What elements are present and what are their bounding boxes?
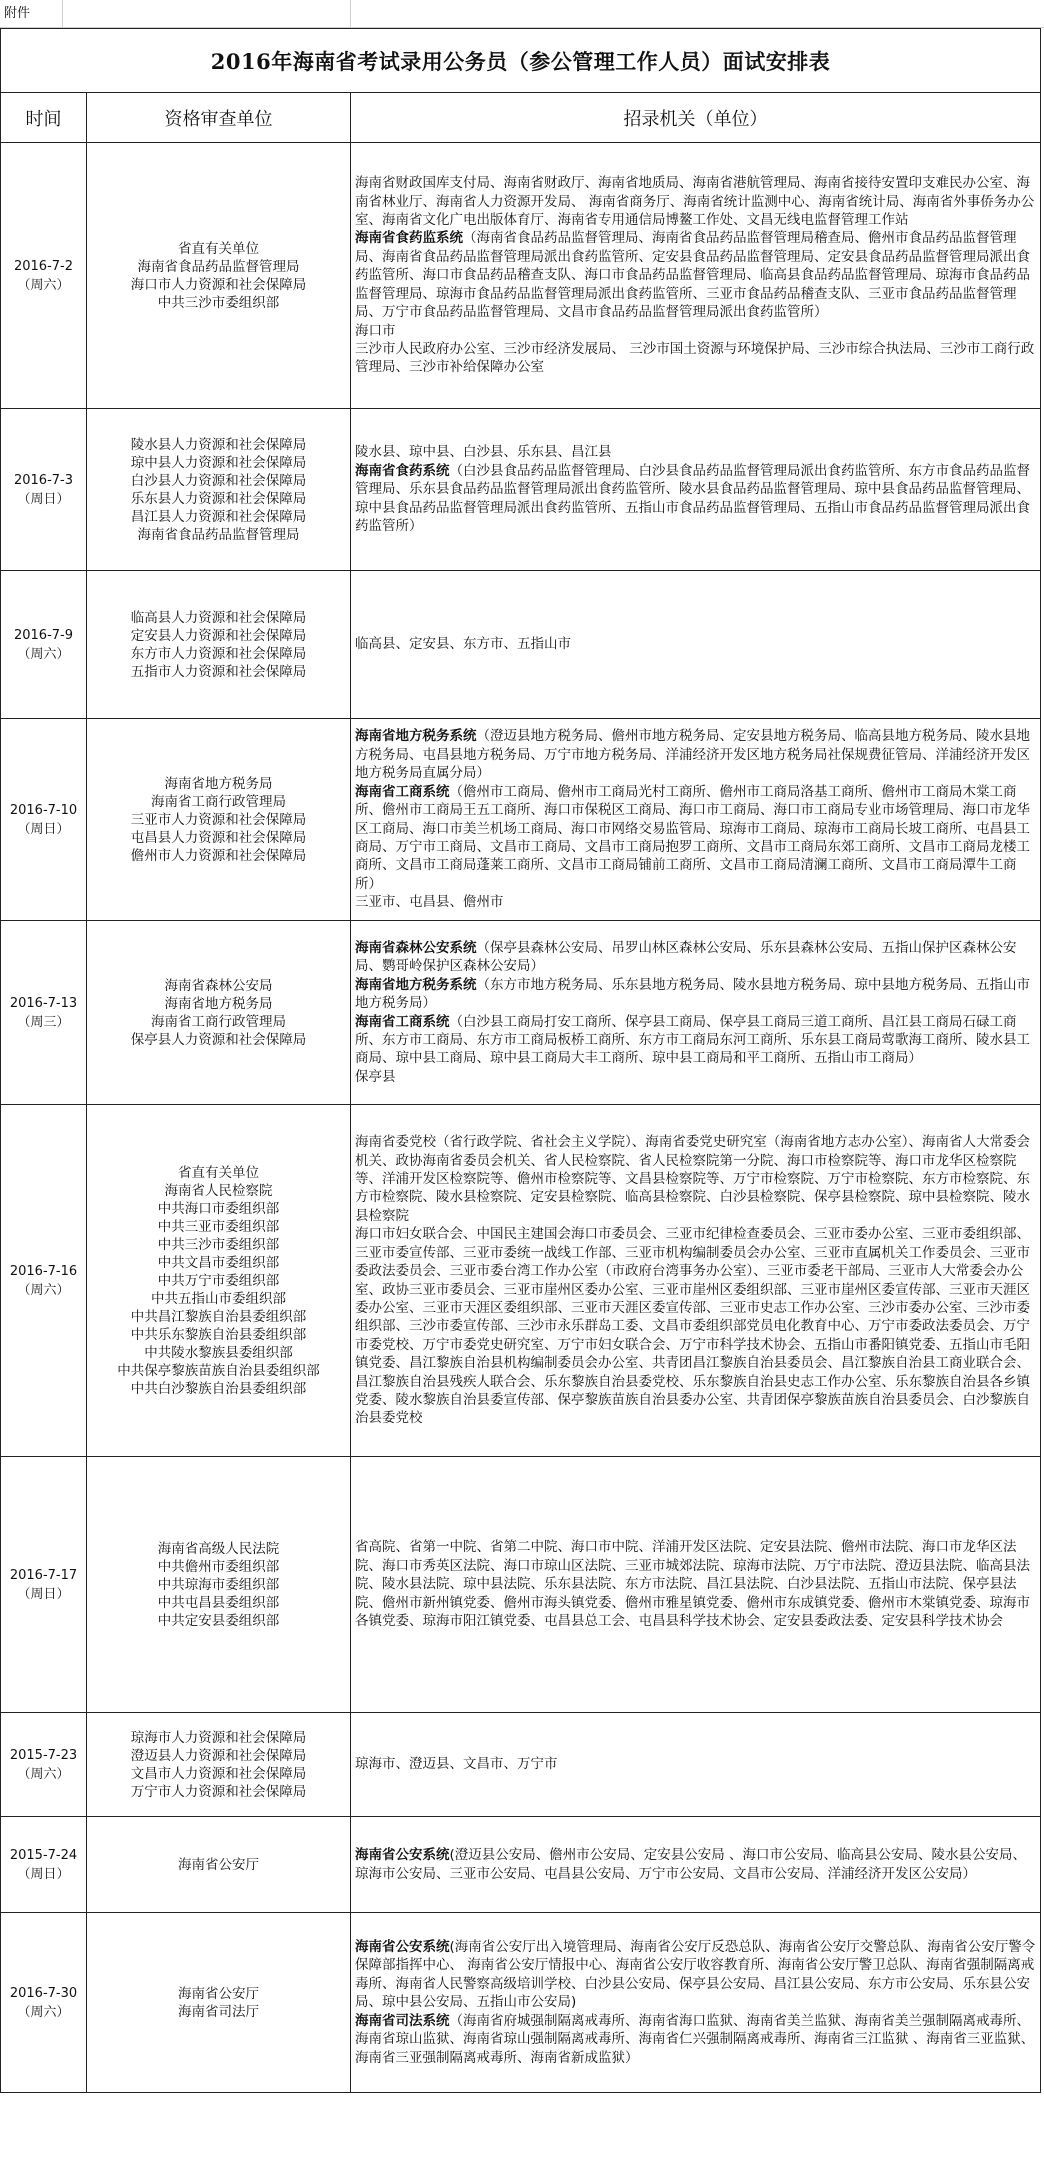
table-row [1, 719, 1041, 921]
review-unit: 中共乐东黎族自治县委组织部 [130, 1326, 307, 1343]
review-unit: 白沙县人力资源和社会保障局 [130, 472, 307, 489]
review-unit: 乐东县人力资源和社会保障局 [130, 490, 307, 507]
date-text: 2016-7-3 [13, 472, 73, 488]
review-unit: 中共陵水黎族县委组织部 [144, 1344, 293, 1361]
agency-paragraph [355, 727, 1036, 782]
review-unit: 文昌市人力资源和社会保障局 [130, 1765, 307, 1782]
agency-cell [351, 719, 1041, 921]
agency-paragraph [355, 1938, 1036, 2012]
agency-paragraph [355, 2012, 1036, 2067]
agency-list-text: （海南省食品药品监督管理局、海南省食品药品监督管理局稽查局、儋州市食品药品监督管理局、海南省食品药品监督管理局派出食药监管所、定安县食品药品监督管理局、定安县食品药品监督管理局派出食药监管所、海口市食品药品稽查支队、海口市食品药品监督管理局、临高县食品药品监督管理局、琼海市食品药品监督管理局、琼海市食品药品监督管理局派出食药监管所、三亚市食品药品稽查支队、三亚市食品药品监督管理局、万宁市食品药品监督管理局、文昌市食品药品监督管理局派出食药监管所） [355, 230, 1030, 321]
agency-paragraph [355, 1133, 1036, 1225]
agency-list-text: （海南省府城强制隔离戒毒所、海南省海口监狱、海南省美兰监狱、海南省美兰强制隔离戒毒所、海南省琼山监狱、海南省琼山强制隔离戒毒所、海南省仁兴强制隔离戒毒所、海南省三江监狱 、海南省三亚监狱、海南省三亚强制隔离戒毒所、海南省新成监狱） [355, 2012, 1035, 2066]
agency-list-text: 三沙市人民政府办公室、三沙市经济发展局、 三沙市国土资源与环境保护局、三沙市综合执法局、三沙市工商行政管理局、三沙市补给保障办公室 [355, 340, 1035, 376]
header-time: 时间 [1, 93, 87, 143]
review-unit: 屯昌县人力资源和社会保障局 [130, 829, 307, 846]
agency-system-name: 海南省地方税务系统 [355, 728, 477, 745]
agency-cell [351, 409, 1041, 571]
time-cell [1, 719, 87, 921]
review-unit: 中共三亚市委组织部 [157, 1218, 280, 1235]
agency-list-text: 海口市妇女联合会、中国民主建国会海口市委员会、三亚市纪律检查委员会、三亚市委办公室、三亚市委组织部、三亚市委宣传部、三亚市委统一战线工作部、三亚市机构编制委员会办公室、三亚市直属机关工作委员会、三亚市委政法委员会、三亚市委台湾工作办公室（市政府台湾事务办公室）、三亚市委老干部局、三亚市人大常委会办公室、政协三亚市委员会、三亚市崖州区委办公室、三亚市崖州区委组织部、三亚市崖州区委宣传部、三亚市天涯区委办公室、三亚市天涯区委组织部、三亚市天涯区委宣传部、三亚市史志工作办公室、三沙市委办公室、三沙市委组织部、三沙市委宣传部、三沙市永乐群岛工委、文昌市委组织部党员电化教育中心、万宁市委政法委员会、万宁市委党校、万宁市委党史研究室、万宁市妇女联合会、万宁市科学技术协会、五指山市番阳镇党委、五指山市毛阳镇党委、昌江黎族自治县机构编制委员会办公室、共青团昌江黎族自治县委员会、昌江黎族自治县工商业联合会、昌江黎族自治县残疾人联合会、乐东黎族自治县委党校、乐东黎族自治县史志工作办公室、乐东黎族自治县各乡镇党委、陵水黎族自治县委宣传部、保亭黎族苗族自治县委办公室、共青团保亭黎族苗族自治县委员会、白沙黎族自治县委党校 [355, 1226, 1030, 1427]
review-unit: 海口市人力资源和社会保障局 [130, 276, 307, 293]
weekday-text: （周六） [17, 277, 70, 293]
agency-paragraph [355, 1068, 1036, 1086]
agency-list-text: (澄迈县公安局、儋州市公安局、定安县公安局 、海口市公安局、临高县公安局、陵水县公安局、琼海市公安局、三亚市公安局、屯昌县公安局、万宁市公安局、文昌市公安局、洋浦经济开发区公安局） [355, 1847, 1027, 1882]
review-unit: 中共万宁市委组织部 [157, 1272, 280, 1289]
time-cell [1, 1457, 87, 1713]
review-unit: 中共五指山市委组织部 [151, 1290, 286, 1307]
table-row [1, 143, 1041, 409]
review-unit-cell [87, 1457, 351, 1713]
date-text: 2016-7-30 [9, 1985, 78, 2001]
agency-system-name: 海南省地方税务系统 [355, 976, 477, 993]
review-unit-cell [87, 1105, 351, 1457]
agency-list-text: 保亭县 [355, 1068, 396, 1085]
review-unit: 五指市人力资源和社会保障局 [130, 663, 307, 680]
weekday-text: （周三） [17, 1014, 70, 1030]
header-unit: 资格审查单位 [87, 93, 351, 143]
agency-paragraph [355, 1846, 1036, 1883]
attachment-label-row [0, 0, 1044, 28]
agency-paragraph [355, 939, 1036, 976]
weekday-text: （周日） [17, 1866, 70, 1882]
agency-paragraph [355, 443, 1036, 461]
review-unit: 海南省人民检察院 [164, 1182, 273, 1199]
agency-paragraph [355, 783, 1036, 893]
review-unit: 澄迈县人力资源和社会保障局 [130, 1747, 307, 1764]
agency-list-text: (海南省公安厅出入境管理局、海南省公安厅反恐总队、海南省公安厅交警总队、海南省公安厅警令保障部指挥中心、 海南省公安厅情报中心、海南省公安厅收容教育所、海南省公安厅警卫总队、海南省强制隔离戒毒所、海南省人民警察高级培训学校、白沙县公安局、保亭县公安局、昌江县公安局、东方市公安局、乐东县公安局、琼中县公安局、五指山市公安局) [355, 1939, 1036, 2011]
time-cell [1, 1105, 87, 1457]
agency-cell [351, 1713, 1041, 1817]
table-row [1, 921, 1041, 1105]
review-unit: 临高县人力资源和社会保障局 [130, 609, 307, 626]
agency-list-text: 海南省委党校（省行政学院、省社会主义学院）、海南省委党史研究室（海南省地方志办公室）、海南省人大常委会机关、政协海南省委员会机关、省人民检察院、省人民检察院第一分院、海口市检察院等、海口市龙华区检察院等、洋浦开发区检察院等、儋州市检察院等、文昌县检察院等、万宁市检察院、万宁市检察院、东方市检察院、东方市检察院、陵水县检察院、定安县检察院、临高县检察院、白沙县检察院、保亭县检察院、琼中县检察院、陵水县检察院 [355, 1134, 1030, 1224]
agency-list-text: （白沙县食品药品监督管理局、白沙县食品药品监督管理局派出食药监管所、东方市食品药品监督管理局、乐东县食品药品监督管理局派出食药监管所、陵水县食品药品监督管理局、琼中县食品药品监督管理局、琼中县食品药品监督管理局派出食药监管所、五指山市食品药品监督管理局、五指山市食品药品监督管理局派出食药监管所） [355, 462, 1030, 535]
agency-list-text: 临高县、定安县、东方市、五指山市 [355, 636, 571, 653]
review-unit: 中共定安县委组织部 [157, 1612, 280, 1629]
review-unit: 昌江县人力资源和社会保障局 [130, 508, 307, 525]
agency-cell [351, 921, 1041, 1105]
agency-list-text: （白沙县工商局打安工商所、保亭县工商局、保亭县工商局三道工商所、昌江县工商局石碌工商所、东方市工商局、东方市工商局板桥工商所、东方市工商局东河工商所、乐东县工商局莺歌海工商所、陵水县工商局、琼中县工商局、琼中县工商局大丰工商所、琼中县工商局和平工商所、五指山市工商局） [355, 1013, 1030, 1067]
agency-paragraph [355, 1225, 1036, 1427]
agency-system-name: 海南省公安系统 [355, 1939, 450, 1956]
review-unit: 海南省高级人民法院 [157, 1540, 280, 1557]
review-unit-cell [87, 719, 351, 921]
date-text: 2016-7-10 [9, 802, 78, 818]
agency-paragraph [355, 462, 1036, 536]
review-unit: 万宁市人力资源和社会保障局 [130, 1783, 307, 1800]
review-unit: 儋州市人力资源和社会保障局 [130, 847, 307, 864]
agency-cell [351, 143, 1041, 409]
agency-system-name: 海南省工商系统 [355, 783, 450, 800]
date-text: 2015-7-24 [9, 1847, 78, 1863]
review-unit: 海南省食品药品监督管理局 [137, 526, 300, 543]
time-cell [1, 571, 87, 719]
time-cell [1, 409, 87, 571]
agency-paragraph [355, 229, 1036, 321]
agency-paragraph [355, 174, 1036, 229]
table-row [1, 571, 1041, 719]
table-title: 2016年海南省考试录用公务员（参公管理工作人员）面试安排表 [1, 29, 1041, 93]
review-unit-cell [87, 143, 351, 409]
agency-list-text: （东方市地方税务局、乐东县地方税务局、陵水县地方税务局、琼中县地方税务局、五指山市地方税务局） [355, 976, 1030, 1012]
agency-cell [351, 1457, 1041, 1713]
table-row [1, 1817, 1041, 1913]
review-unit-cell [87, 1713, 351, 1817]
review-unit: 东方市人力资源和社会保障局 [130, 645, 307, 662]
agency-list-text: （澄迈县地方税务局、儋州市地方税务局、定安县地方税务局、临高县地方税务局、陵水县地方税务局、屯昌县地方税务局、万宁市地方税务局、洋浦经济开发区地方税务局社保规费征管局、洋浦经济开发区地方税务局直属分局） [355, 728, 1030, 782]
agency-system-name: 海南省工商系统 [355, 1013, 450, 1030]
weekday-text: （周日） [17, 821, 70, 837]
review-unit-cell [87, 1913, 351, 2093]
review-unit: 三亚市人力资源和社会保障局 [130, 811, 307, 828]
agency-list-text: 琼海市、澄迈县、文昌市、万宁市 [355, 1756, 558, 1773]
agency-cell [351, 1105, 1041, 1457]
agency-paragraph [355, 1755, 1036, 1773]
review-unit: 海南省工商行政管理局 [151, 1013, 286, 1030]
review-unit: 海南省公安厅 [178, 1856, 259, 1873]
date-text: 2016-7-13 [9, 995, 78, 1011]
attachment-label: 附件 [4, 6, 31, 21]
review-unit-cell [87, 921, 351, 1105]
time-cell [1, 1817, 87, 1913]
review-unit: 中共海口市委组织部 [157, 1200, 280, 1217]
weekday-text: （周六） [17, 1766, 70, 1782]
table-row [1, 1913, 1041, 2093]
agency-list-text: 海口市 [355, 322, 396, 339]
grid-line [350, 0, 351, 28]
review-unit: 中共屯昌县委组织部 [157, 1594, 280, 1611]
review-unit: 中共三沙市委组织部 [157, 1236, 280, 1253]
agency-paragraph [355, 893, 1036, 911]
review-unit-cell [87, 409, 351, 571]
agency-cell [351, 571, 1041, 719]
agency-list-text: （保亭县森林公安局、吊罗山林区森林公安局、乐东县森林公安局、五指山保护区森林公安局、鹦哥岭保护区森林公安局） [355, 939, 1017, 975]
agency-paragraph [355, 1538, 1036, 1630]
review-unit: 海南省工商行政管理局 [151, 793, 286, 810]
grid-line [62, 0, 63, 28]
agency-list-text: 海南省财政国库支付局、海南省财政厅、海南省地质局、海南省港航管理局、海南省接待安置印支难民办公室、海南省林业厅、海南省人力资源开发局、 海南省商务厅、海南省统计监测中心、海南省统计局、海南省外事侨务办公室、海南省文化广电出版体育厅、海南省专用通信局博鳌工作处、文昌无线电监督管理工作站 [355, 175, 1035, 229]
agency-system-name: 海南省森林公安系统 [355, 939, 477, 956]
date-text: 2015-7-23 [9, 1747, 78, 1763]
agency-list-text: 三亚市、屯昌县、儋州市 [355, 894, 504, 911]
agency-list-text: 陵水县、琼中县、白沙县、乐东县、昌江县 [355, 444, 612, 461]
agency-paragraph [355, 340, 1036, 377]
agency-system-name: 海南省司法系统 [355, 2012, 450, 2029]
agency-cell [351, 1913, 1041, 2093]
weekday-text: （周六） [17, 646, 70, 662]
review-unit: 海南省地方税务局 [164, 995, 273, 1012]
table-row [1, 409, 1041, 571]
review-unit-cell [87, 1817, 351, 1913]
time-cell [1, 921, 87, 1105]
agency-system-name: 海南省公安系统 [355, 1847, 450, 1864]
review-unit: 省直有关单位 [178, 1164, 259, 1181]
review-unit: 海南省司法厅 [178, 2003, 259, 2020]
review-unit: 中共琼海市委组织部 [157, 1576, 280, 1593]
review-unit: 海南省森林公安局 [164, 977, 273, 994]
time-cell [1, 1913, 87, 2093]
weekday-text: （周六） [17, 2004, 70, 2020]
review-unit: 海南省公安厅 [178, 1985, 259, 2002]
agency-cell [351, 1817, 1041, 1913]
review-unit: 中共保亭黎族苗族自治县委组织部 [117, 1362, 320, 1379]
review-unit: 省直有关单位 [178, 240, 259, 257]
review-unit: 中共儋州市委组织部 [157, 1558, 280, 1575]
agency-system-name: 海南省食药系统 [355, 462, 450, 479]
review-unit: 保亭县人力资源和社会保障局 [130, 1031, 307, 1048]
review-unit-cell [87, 571, 351, 719]
table-row [1, 1105, 1041, 1457]
review-unit: 中共三沙市委组织部 [157, 294, 280, 311]
weekday-text: （周六） [17, 1282, 70, 1298]
review-unit: 琼海市人力资源和社会保障局 [130, 1729, 307, 1746]
agency-system-name: 海南省食药监系统 [355, 230, 463, 247]
agency-paragraph [355, 976, 1036, 1013]
table-row [1, 1457, 1041, 1713]
date-text: 2016-7-17 [9, 1567, 78, 1583]
date-text: 2016-7-9 [13, 627, 73, 643]
agency-list-text: （儋州市工商局、儋州市工商局光村工商所、儋州市工商局洛基工商所、儋州市工商局木棠工商所、儋州市工商局王五工商所、海口市保税区工商局、海口市工商局、海口市工商局专业市场管理局、海口市龙华区工商局、海口市美兰机场工商局、海口市网络交易监管局、琼海市工商局、琼海市工商局长坡工商所、屯昌县工商局、万宁市工商局、文昌市工商局、文昌市工商局抱罗工商所、文昌市工商局东郊工商所、文昌市工商局龙楼工商所、文昌市工商局蓬莱工商所、文昌市工商局铺前工商所、文昌市工商局清澜工商所、文昌市工商局潭牛工商所） [355, 783, 1030, 892]
agency-paragraph [355, 1013, 1036, 1068]
review-unit: 陵水县人力资源和社会保障局 [130, 436, 307, 453]
agency-paragraph [355, 322, 1036, 340]
agency-list-text: 省高院、省第一中院、省第二中院、海口市中院、洋浦开发区法院、定安县法院、儋州市法院、海口市龙华区法院、海口市秀英区法院、海口市琼山区法院、三亚市城郊法院、琼海市法院、万宁市法院、澄迈县法院、临高县法院、陵水县法院、琼中县法院、乐东县法院、东方市法院、昌江县法院、白沙县法院、五指山市法院、保亭县法院、儋州市新州镇党委、儋州市海头镇党委、儋州市雅星镇党委、儋州市东成镇党委、儋州市木棠镇党委、琼海市各镇党委、琼海市阳江镇党委、屯昌县总工会、屯昌县科学技术协会、定安县委政法委、定安县科学技术协会 [355, 1539, 1030, 1630]
date-text: 2016-7-16 [9, 1263, 78, 1279]
weekday-text: （周日） [17, 1586, 70, 1602]
review-unit: 中共白沙黎族自治县委组织部 [130, 1380, 307, 1397]
date-text: 2016-7-2 [13, 258, 73, 274]
table-row [1, 1713, 1041, 1817]
agency-paragraph [355, 635, 1036, 653]
weekday-text: （周日） [17, 491, 70, 507]
review-unit: 海南省食品药品监督管理局 [137, 258, 300, 275]
time-cell [1, 143, 87, 409]
header-agency: 招录机关（单位） [351, 93, 1041, 143]
time-cell [1, 1713, 87, 1817]
review-unit: 中共昌江黎族自治县委组织部 [130, 1308, 307, 1325]
review-unit: 定安县人力资源和社会保障局 [130, 627, 307, 644]
review-unit: 琼中县人力资源和社会保障局 [130, 454, 307, 471]
interview-schedule-table [0, 28, 1041, 2093]
review-unit: 中共文昌市委组织部 [157, 1254, 280, 1271]
review-unit: 海南省地方税务局 [164, 775, 273, 792]
